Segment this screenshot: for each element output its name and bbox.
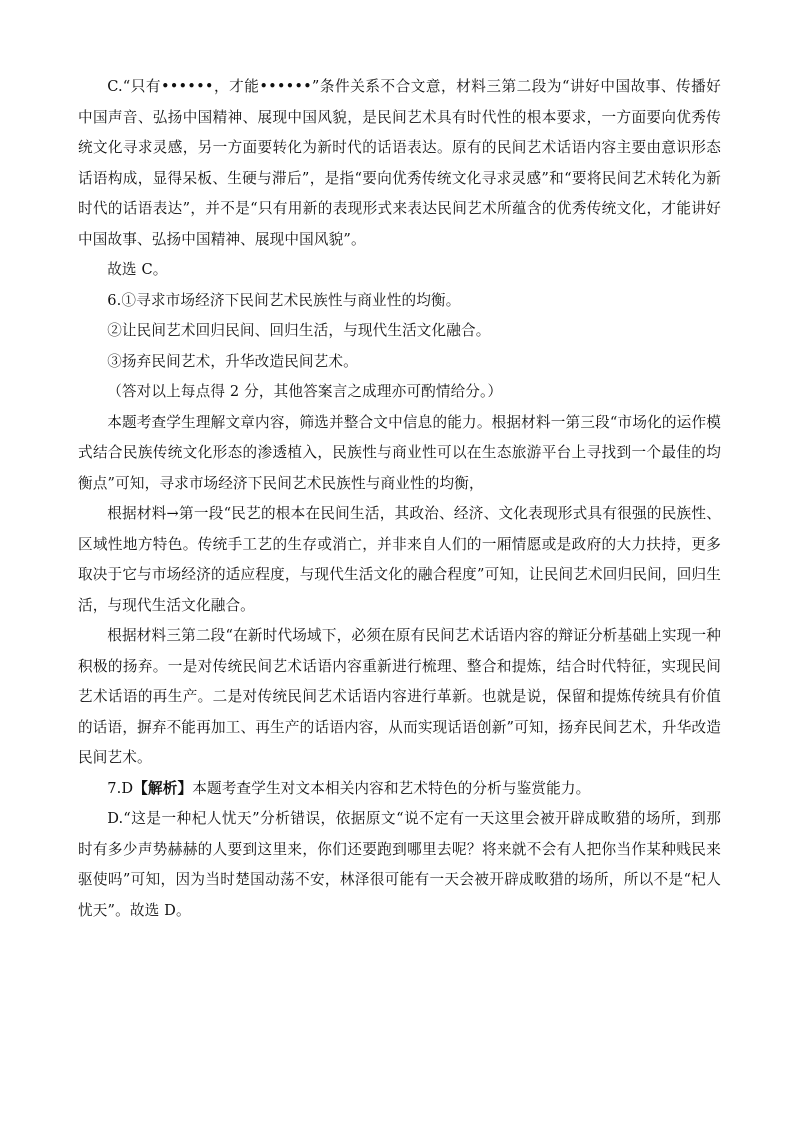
answer-6-scoring-note: （答对以上每点得 2 分，其他答案言之成理亦可酌情给分。）: [107, 383, 503, 400]
answer-6-point-1: 6.①寻求市场经济下民间艺术民族性与商业性的均衡。: [107, 291, 461, 309]
answer-5-conclusion: 故选 C。: [107, 261, 168, 278]
answer-7-heading: [78, 774, 721, 805]
analysis-tag: 【解析】: [133, 779, 193, 797]
answer-6-point-3: ③扬弃民间艺术，升华改造民间艺术。: [107, 352, 358, 370]
answer-7-number: 7.D: [107, 779, 134, 797]
answer-7-option-d-analysis: D.“这是一种杞人忧天”分析错误，依据原文“说不定有一天这里会被开辟成畋猎的场所，到那时有多少声势赫赫的人要到这里来，你们还要跑到哪里去呢？将来就不会有人把你当作某种贱民来驱使吗”可知，因为当时楚国动荡不安，林泽很可能有一天会被开辟成畋猎的场所，所以不是“杞人忧天”。故选 D。: [78, 810, 721, 919]
answer-5-option-c-analysis: C.“只有••••••，才能••••••”条件关系不合文意，材料三第二段为“讲好中国故事、传播好中国声音、弘扬中国精神、展现中国风貌，是民间艺术具有时代性的根本要求，一方面要向优秀传统文化寻求灵感，另一方面要转化为新时代的话语表达。原有的民间艺术话语内容主要由意识形态话语构成，显得呆板、生硬与滞后”，是指“要向优秀传统文化寻求灵感”和“要将民间艺术转化为新时代的话语表达”，并不是“只有用新的表现形式来表达民间艺术所蕴含的优秀传统文化，才能讲好中国故事、弘扬中国精神、展现中国风貌”。: [78, 78, 721, 248]
answer-6-analysis-3: 根据材料三第二段“在新时代场域下，必须在原有民间艺术话语内容的辩证分析基础上实现一种积极的扬弃。一是对传统民间艺术话语内容重新进行梳理、整合和提炼，结合时代特征，实现民间艺术话语的再生产。二是对传统民间艺术话语内容进行革新。也就是说，保留和提炼传统具有价值的话语，摒弃不能再加工、再生产的话语内容，从而实现话语创新”可知，扬弃民间艺术，升华改造民间艺术。: [78, 627, 721, 766]
answer-6-analysis-2: 根据材料→第一段“民艺的根本在民间生活，其政治、经济、文化表现形式具有很强的民族性、区域性地方特色。传统手工艺的生存或消亡，并非来自人们的一厢情愿或是政府的大力扶持，更多取决于它与市场经济的适应程度，与现代生活文化的融合程度”可知，让民间艺术回归民间，回归生活，与现代生活文化融合。: [78, 505, 721, 614]
answer-6-analysis-1: 本题考查学生理解文章内容，筛选并整合文中信息的能力。根据材料一第三段“市场化的运作模式结合民族传统文化形态的渗透植入，民族性与商业性可以在生态旅游平台上寻找到一个最佳的均衡点”可知，寻求市场经济下民间艺术民族性与商业性的均衡，: [78, 413, 721, 492]
answer-7-intro: 本题考查学生对文本相关内容和艺术特色的分析与鉴赏能力。: [192, 779, 591, 797]
answer-6-point-2: ②让民间艺术回归民间、回归生活，与现代生活文化融合。: [107, 322, 491, 339]
